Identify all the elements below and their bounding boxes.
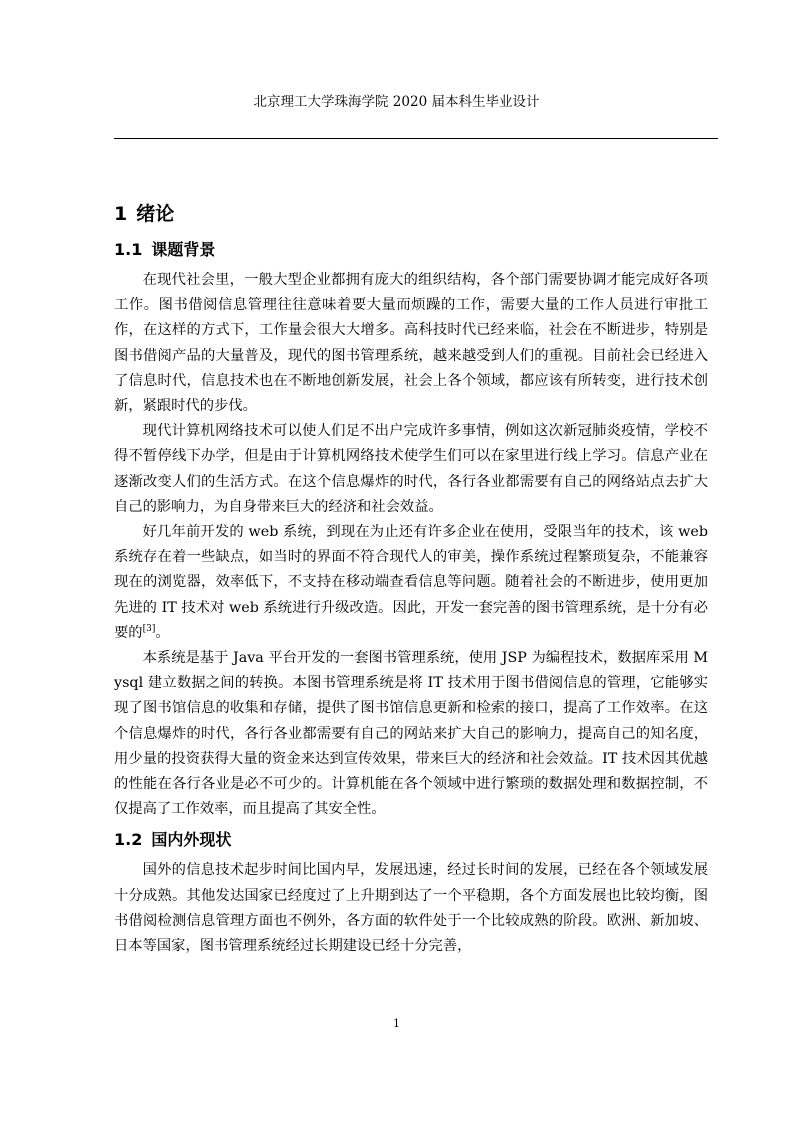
section-title-status [114,822,708,858]
paragraph-tail: 。 [155,624,170,641]
body-paragraph: 国外的信息技术起步时间比国内早，发展迅速，经过长时间的发展，已经在各个领域发展十分成熟。其他发达国家已经度过了上升期到达了一个平稳期，各个方面发展也比较均衡，图书借阅检测信息管理方面也不例外，各方面的软件处于一个比较成熟的阶段。欧洲、新加坡、日本等国家，图书管理系统经过长期建设已经十分完善， [114,862,708,955]
section-number: 1.2 [114,830,143,850]
page-number: 1 [393,1017,400,1030]
body-paragraph: 本系统是基于 Java 平台开发的一套图书管理系统，使用 JSP 为编程技术，数据库采用 Mysql 建立数据之间的转换。本图书管理系统是将 IT 技术用于图书借阅信息的管理，它能够实现了图书馆信息的收集和存储，提供了图书馆信息更新和检索的接口，提高了工作效率。在这个信息爆炸的时代，各行各业都需要有自己的网站来扩大自己的影响力，提高自己的知名度，用少量的投资获得大量的资金来达到宣传效果，带来巨大的经济和社会效益。IT 技术因其优越的性能在各行各业是必不可少的。计算机能在各个领域中进行繁琐的数据处理和数据控制，不仅提高了工作效率，而且提高了其安全性。 [114,650,708,818]
section-title-background [114,232,708,268]
chapter-title-text: 绪论 [136,203,175,225]
section-title-text: 课题背景 [151,240,216,259]
body-paragraph: 现代计算机网络技术可以使人们足不出户完成许多事情，例如这次新冠肺炎疫情，学校不得不暂停线下办学，但是由于计算机网络技术使学生们可以在家里进行线上学习。信息产业在逐渐改变人们的生活方式。在这个信息爆炸的时代，各行各业都需要有自己的网络站点去扩大自己的影响力，为自身带来巨大的经济和社会效益。 [114,423,708,515]
header-rule [114,138,718,139]
body-paragraph: 在现代社会里，一般大型企业都拥有庞大的组织结构，各个部门需要协调才能完成好各项工作。图书借阅信息管理往往意味着要大量而烦躁的工作，需要大量的工作人员进行审批工作，在这样的方式下，工作量会很大大增多。高科技时代已经来临，社会在不断进步，特别是图书借阅产品的大量普及，现代的图书管理系统，越来越受到人们的重视。目前社会已经进入了信息时代，信息技术也在不断地创新发展，社会上各个领域，都应该有所转变，进行技术创新，紧跟时代的步伐。 [114,272,708,415]
section-title-text: 国内外现状 [151,830,232,850]
page-content [114,196,708,959]
chapter-title [114,196,708,232]
chapter-number: 1 [114,203,128,225]
body-paragraph [114,520,708,646]
citation-reference: [3] [142,624,156,635]
running-header: 北京理工大学珠海学院 2020 届本科生毕业设计 [253,94,540,110]
section-number: 1.1 [114,240,143,259]
paragraph-text: 好几年前开发的 web 系统，到现在为止还有许多企业在使用，受限当年的技术，该 web 系统存在着一些缺点，如当时的界面不符合现代人的审美，操作系统过程繁琐复杂，不能兼容现在的浏览器，效率低下，不支持在移动端查看信息等问题。随着社会的不断进步，使用更加先进的 IT 技术对 web 系统进行升级改造。因此，开发一套完善的图书管理系统，是十分有必要的 [114,524,708,641]
